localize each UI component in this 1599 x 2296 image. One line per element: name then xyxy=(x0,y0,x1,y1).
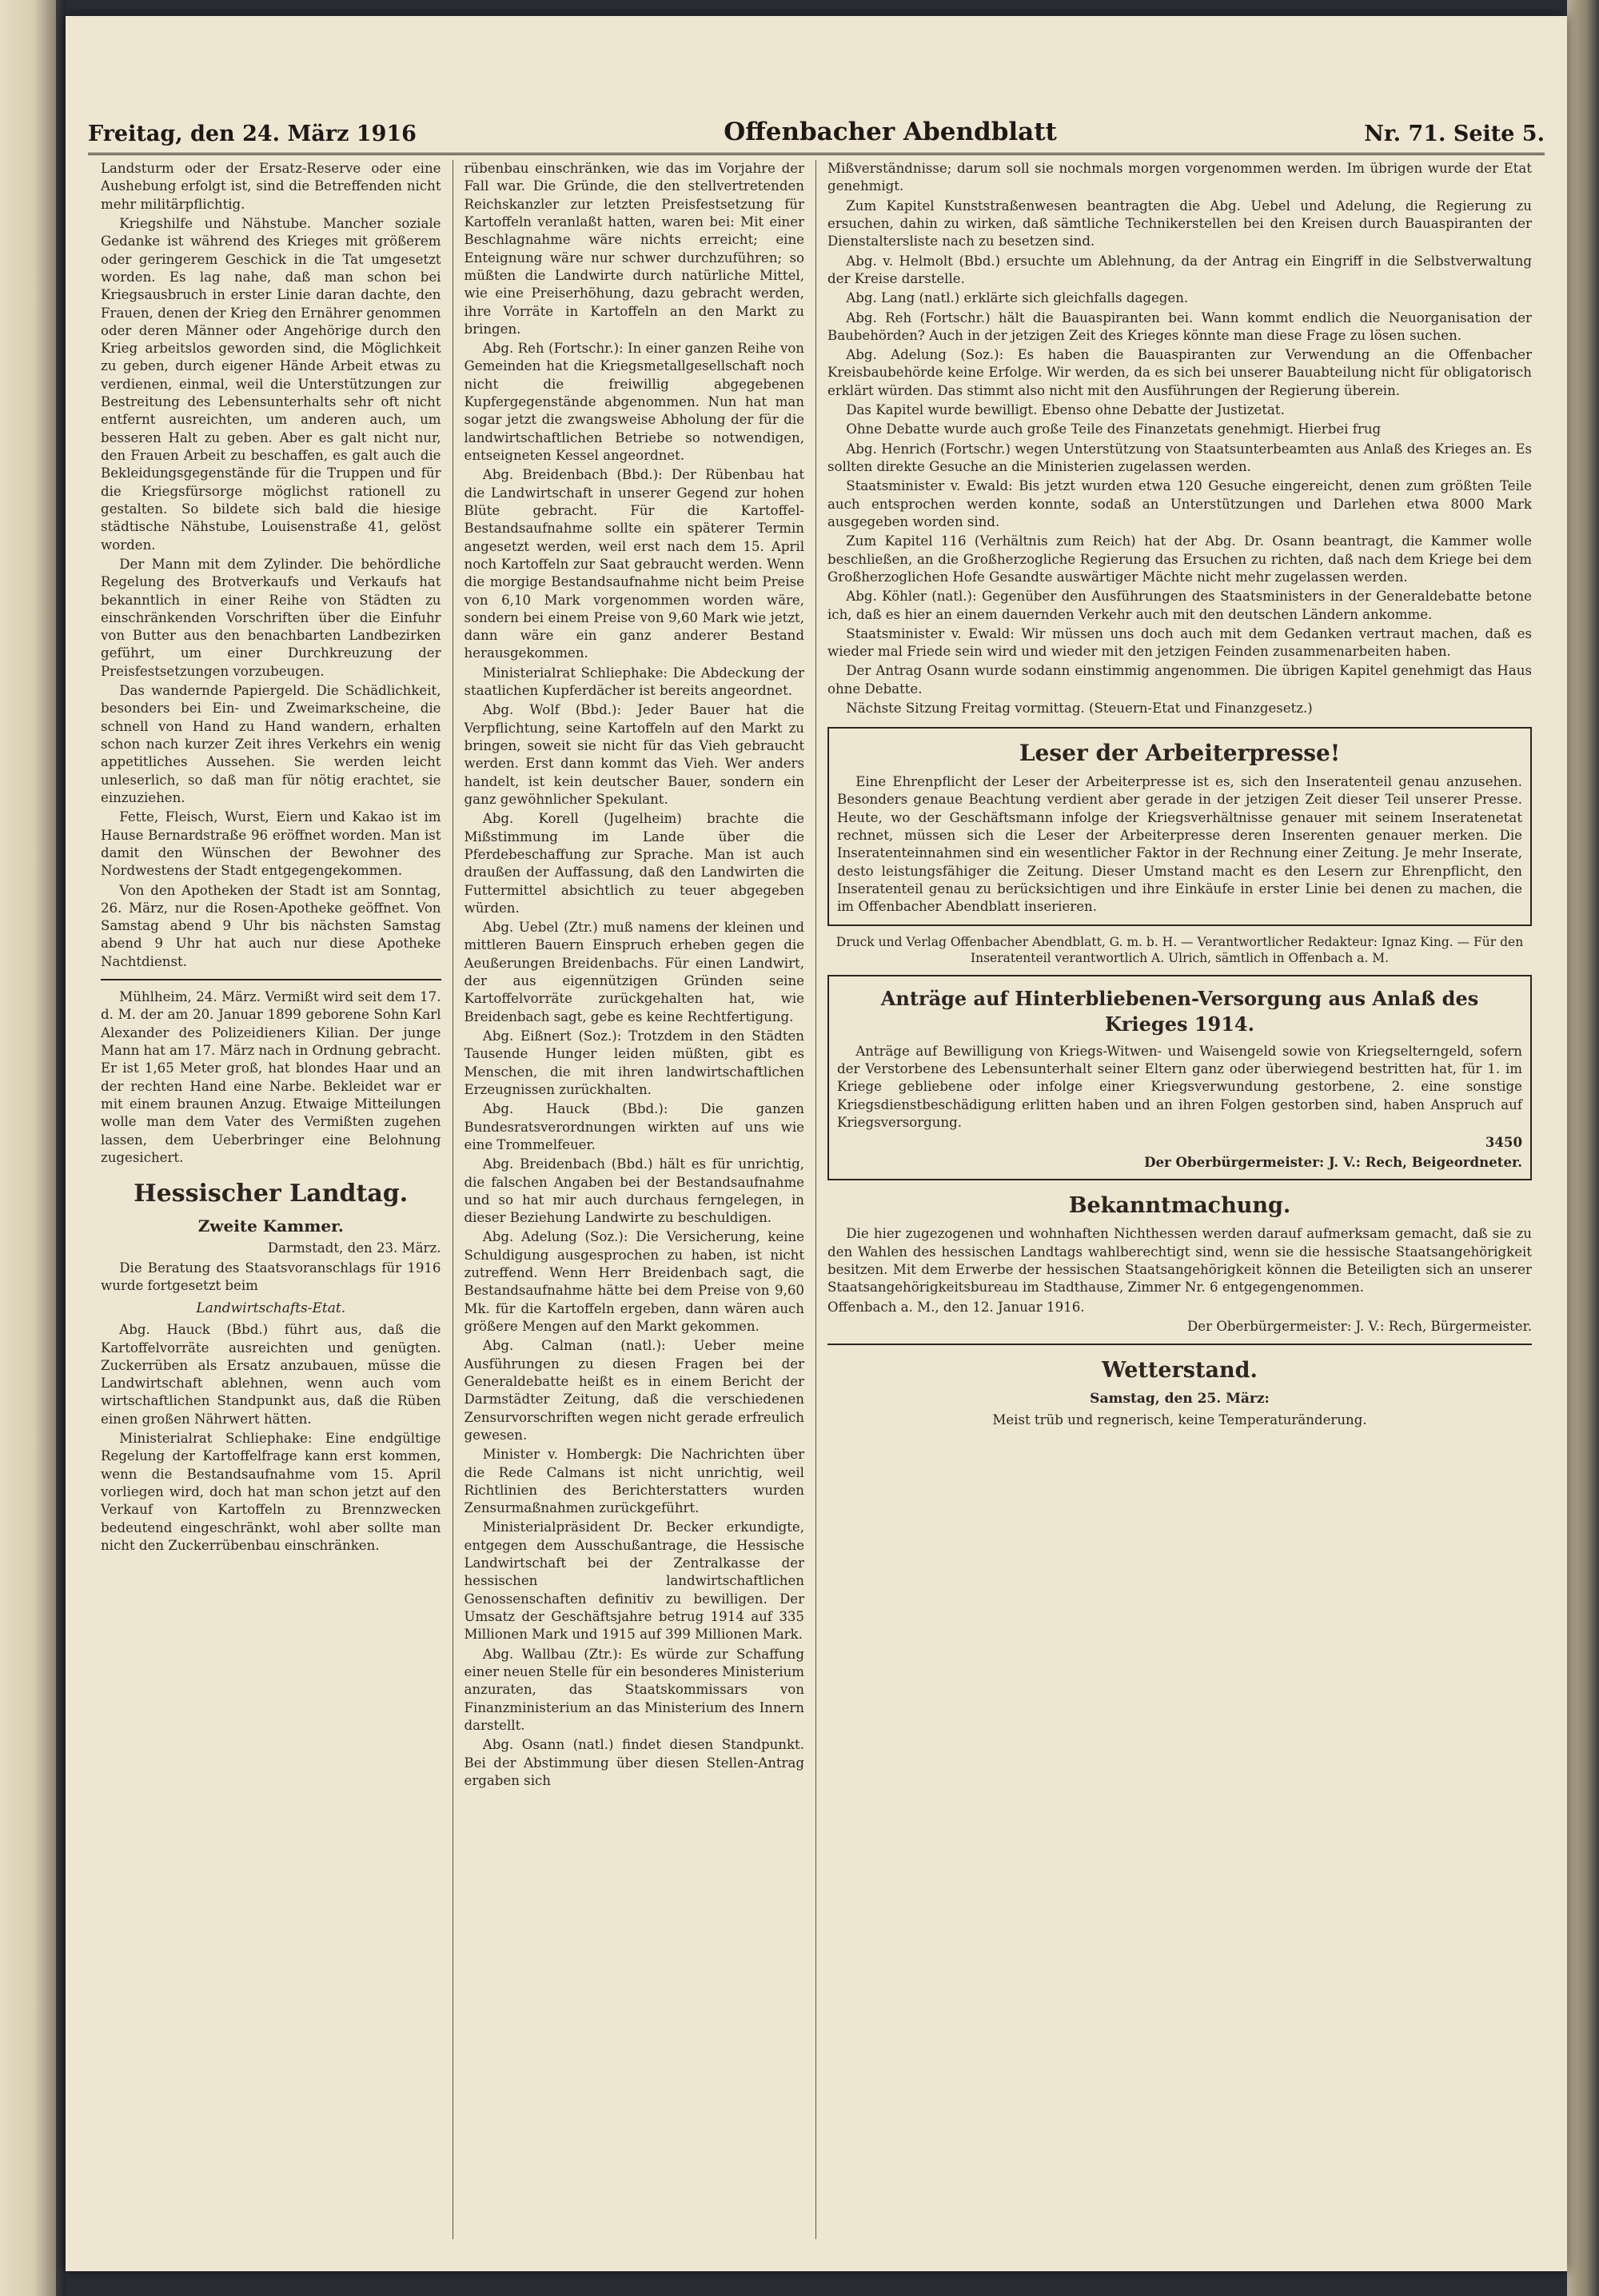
paragraph: Die Beratung des Staatsvoranschlags für 1916 wurde fortgesetzt beim xyxy=(101,1260,441,1294)
paragraph: Staatsminister v. Ewald: Wir müssen uns doch auch mit dem Gedanken vertraut machen, daß es wieder mal Friede sein wird und wieder mit den jetzigen Feinden zusammenarbeiten haben. xyxy=(827,625,1532,660)
divider xyxy=(101,979,441,980)
newspaper-page xyxy=(66,16,1567,2271)
notice-title: Leser der Arbeiterpresse! xyxy=(1019,740,1341,767)
masthead: Offenbacher Abendblatt xyxy=(724,118,1057,146)
paragraph: Abg. Lang (natl.) erklärte sich gleichfalls dagegen. xyxy=(846,290,1189,306)
paragraph: Abg. Adelung (Soz.): Die Versicherung, keine Schuldigung ausgesprochen zu haben, ist nicht zutreffend. Wenn Herr Breidenbach sagt, die Bestandsaufnahme hätte bei dem Preise von 9,60 Mk. für die Kartoffeln ergeben, dann wären auch größere Mengen auf den Markt gekommen. xyxy=(464,1229,804,1334)
page-stack-edge xyxy=(1567,0,1599,2296)
page-header xyxy=(88,100,1545,155)
paragraph: Mißverständnisse; darum soll sie nochmals morgen vorgenommen werden. Im übrigen wurde der Etat genehmigt. xyxy=(827,161,1532,194)
notice-text: Eine Ehrenpflicht der Leser der Arbeiterpresse ist es, sich den Inseratenteil genau anzusehen. Besonders genaue Beachtung verdient aber gerade in der jetzigen Zeit dieser Teil unserer Presse. Heute, wo der Geschäftsmann infolge der Kriegsverhältnisse genauer mit seinem Inseratenetat rechnet, müssen sich die Leser der Arbeiterpresse deren Inserenten genauer merken. Die Inseratenteinnahmen sind ein wesentlicher Faktor in der Rechnung einer Zeitung. Je mehr Inserate, desto leistungsfähiger die Zeitung. Dieser Umstand macht es den Lesern zur Ehrenpflicht, den Inseratenteil genau zu berücksichtigen und ihre Einkäufe in erster Linie bei denen zu machen, die im Offenbacher Abendblatt inserieren. xyxy=(837,774,1522,915)
column-3-body xyxy=(827,160,1532,719)
paragraph: Abg. v. Helmolt (Bbd.) ersuchte um Ablehnung, da der Antrag ein Eingriff in die Selbstverwaltung der Kreise darstelle. xyxy=(827,253,1532,286)
paragraph: Abg. Hauck (Bbd.) führt aus, daß die Kartoffelvorräte ausreichten und genügten. Zuckerrüben als Ersatz anzubauen, müsse die Landwirtschaft ablehnen, wenn auch vom wirtschaftlichen Standpunkt aus, daß die Rüben einen großen Nährwert hätten. xyxy=(101,1322,441,1427)
notice-box-pensions xyxy=(827,975,1532,1180)
paragraph: Ministerialrat Schliephake: Die Abdeckung der staatlichen Kupferdächer ist bereits angeordnet. xyxy=(464,665,804,699)
paragraph: Abg. Osann (natl.) findet diesen Standpunkt. Bei der Abstimmung über diesen Stellen-Antrag ergaben sich xyxy=(464,1737,804,1788)
paragraph: Das Kapitel wurde bewilligt. Ebenso ohne Debatte der Justizetat. xyxy=(846,402,1285,418)
imprint: Druck und Verlag Offenbacher Abendblatt, G. m. b. H. — Verantwortlicher Redakteur: Ignaz King. — Für den Inseratenteil verantwortlich A. Ulrich, sämtlich in Offenbach a. M. xyxy=(835,934,1524,966)
paragraph: Zum Kapitel Kunststraßenwesen beantragten die Abg. Uebel und Adelung, die Regierung zu ersuchen, dahin zu wirken, daß sämtliche Technikerstellen bei den Kreisen durch Bauaspiranten der Dienstaltersliste nach zu besetzen sind. xyxy=(827,198,1532,250)
paragraph: Kriegshilfe und Nähstube. Mancher soziale Gedanke ist während des Krieges mit größerem oder geringerem Geschick in die Tat umgesetzt worden. Es lag nahe, daß man schon bei Kriegsausbruch in erster Linie daran dachte, den Frauen, denen der Krieg den Ernährer genommen oder deren Männer oder Angehörige durch den Krieg arbeitslos geworden sind, die Möglichkeit zu geben, durch eigener Hände Arbeit etwas zu verdienen, einmal, weil die Unterstützungen zur Bestreitung des Lebensunterhalts sehr oft nicht entfernt ausreichten, um anderen auch, um besseren Halt zu geben. Aber es galt nicht nur, den Frauen Arbeit zu beschaffen, es galt auch die Bekleidungsgegenstände für die Truppen und für die Kriegsfürsorge möglichst rationell zu gestalten. So bildete sich bald die hiesige städtische Nähstube, Louisenstraße 41, gelöst worden. xyxy=(101,215,441,553)
binder-strip xyxy=(56,0,66,2296)
announcement-date: Offenbach a. M., den 12. Januar 1916. xyxy=(827,1299,1085,1315)
paragraph: Minister v. Hombergk: Die Nachrichten über die Rede Calmans ist nicht unrichtig, weil Richtlinien des Berichterstatters wurden Zensurmaßnahmen zurückgeführt. xyxy=(464,1447,804,1516)
paragraph: Das wandernde Papiergeld. Die Schädlichkeit, besonders bei Ein- und Zweimarkscheine, die schnell von Hand zu Hand wandern, erhalten schon nach kurzer Zeit ihres Verkehrs ein wenig appetitliches Aussehen. Sie werden leicht unleserlich, so daß man für nötig erachtet, sie einzuziehen. xyxy=(101,683,441,805)
ad-number: 3450 xyxy=(1485,1134,1522,1151)
paragraph: Abg. Hauck (Bbd.): Die ganzen Bundesratsverordnungen wirkten auf uns wie eine Trommelfeuer. xyxy=(464,1101,804,1152)
notice-text: Anträge auf Bewilligung von Kriegs-Witwen- und Waisengeld sowie von Kriegselterngeld, sofern der Verstorbene des Lebensunterhalt seiner Eltern ganz oder überwiegend bestritten hat, für 1. im Kriege gebliebene oder infolge einer Kriegsverwundung gestorbene, 2. eine sonstige Kriegsdienstbeschädigung erlitten haben und an ihren Folgen gestorben sind, haben Anspruch auf Kriegsversorgung. xyxy=(837,1043,1522,1130)
issue-date: Freitag, den 24. März 1916 xyxy=(88,122,417,146)
weather-title: Wetterstand. xyxy=(1102,1358,1258,1384)
paragraph: Fette, Fleisch, Wurst, Eiern und Kakao ist im Hause Bernardstraße 96 eröffnet worden. Man ist damit den Wünschen der Bewohner des Nordwestens der Stadt entgegengekommen. xyxy=(101,809,441,879)
paragraph: Zum Kapitel 116 (Verhältnis zum Reich) hat der Abg. Dr. Osann beantragt, die Kammer wolle beschließen, an die Großherzogliche Regierung das Ersuchen zu richten, daß nach dem Kriege bei dem Großherzoglichen Hofe Gesandte auswärtiger Mächte nicht mehr zugelassen werden. xyxy=(827,533,1532,585)
issue-number: Nr. 71. Seite 5. xyxy=(1364,122,1545,146)
paragraph: Landsturm oder der Ersatz-Reserve oder eine Aushebung erfolgt ist, sind die Betreffenden nicht mehr militärpflichtig. xyxy=(101,161,441,212)
paragraph: Abg. Köhler (natl.): Gegenüber den Ausführungen des Staatsministers in der Generaldebatte betone ich, daß es hier an einem dauernden Verkehr auch mit den deutschen Ländern ankomme. xyxy=(827,589,1532,622)
column-3 xyxy=(816,160,1543,2239)
paragraph: Ministerialrat Schliephake: Eine endgültige Regelung der Kartoffelfrage kann erst kommen, wenn die Bestandsaufnahme vom 15. April vorliegen wird, doch hat man schon jetzt auf den Verkauf von Kartoffeln zu Brennzwecken bedeutend eingeschränkt, wohl aber sollte man nicht den Zuckerrübenbau einschränken. xyxy=(101,1431,441,1553)
paragraph: Abg. Breidenbach (Bbd.): Der Rübenbau hat die Landwirtschaft in unserer Gegend zur hohen Blüte gebracht. Für die Kartoffel-Bestandsaufnahme sollte ein späterer Termin angesetzt werden, weil erst nach dem 15. April noch Kartoffeln zur Saat gebraucht werden. Wenn die morgige Bestandsaufnahme nicht beim Preise von 6,10 Mark vorgenommen worden wäre, sondern bei einem Preise von 9,60 Mark wie jetzt, dann wäre ein ganz anderer Bestand herausgekommen. xyxy=(464,467,804,661)
paragraph: Abg. Wallbau (Ztr.): Es würde zur Schaffung einer neuen Stelle für ein besonderes Ministerium anzuraten, das Staatskommissars von Finanzministerium an das Ministerium des Innern darstellt. xyxy=(464,1646,804,1733)
paragraph: rübenbau einschränken, wie das im Vorjahre der Fall war. Die Gründe, die den stellvertretenden Reichskanzler zur letzten Preisfestsetzung für Kartoffeln veranlaßt hatten, waren bei: Mit einer Beschlagnahme wäre nichts erreicht; eine Enteignung wäre nur schwer durchzuführen; so müßten die Landwirte durch natürliche Mittel, wie eine Preiserhöhung, dazu gebracht werden, ihre Vorräte in Kartoffeln an den Markt zu bringen. xyxy=(464,161,804,337)
paragraph: Von den Apotheken der Stadt ist am Sonntag, 26. März, nur die Rosen-Apotheke geöffnet. Von Samstag abend 9 Uhr bis nächsten Samstag abend 9 Uhr hat auch nur diese Apotheke Nachtdienst. xyxy=(101,882,441,969)
paragraph: Abg. Reh (Fortschr.): In einer ganzen Reihe von Gemeinden hat die Kriegsmetallgesellschaft noch nicht die freiwillig abgegebenen Kupfergegenstände abgenommen. Nun hat man sogar jetzt die zwangsweise Abholung der für die landwirtschaftlichen Betriebe so notwendigen, entseigneten Kessel angeordnet. xyxy=(464,341,804,463)
paragraph: Abg. Wolf (Bbd.): Jeder Bauer hat die Verpflichtung, seine Kartoffeln auf den Markt zu bringen, soweit sie nicht für das Vieh gebraucht werden. Erst dann kommt das Vieh. Wer anders handelt, ist kein deutscher Bauer, sondern ein ganz gewöhnlicher Spekulant. xyxy=(464,702,804,807)
weather-date: Samstag, den 25. März: xyxy=(1090,1391,1270,1408)
section-heading: Hessischer Landtag. xyxy=(134,1180,409,1208)
paragraph: Abg. Korell (Jugelheim) brachte die Mißstimmung im Lande über die Pferdebeschaffung zur Sprache. Man ist auch draußen der Auffassung, daß den Landwirten die Futtermittel absichtlich zu teuer abgegeben würden. xyxy=(464,811,804,916)
paragraph: Ohne Debatte wurde auch große Teile des Finanzetats genehmigt. Hierbei frug xyxy=(846,421,1382,437)
divider xyxy=(827,1344,1532,1345)
column-2 xyxy=(453,160,817,2239)
paragraph: Staatsminister v. Ewald: Bis jetzt wurden etwa 120 Gesuche eingereicht, denen zum größten Teile auch entsprochen werden konnte, sodaß an Unterstützungen und Darlehen etwa 8000 Mark ausgegeben worden sind. xyxy=(827,478,1532,529)
paragraph: Abg. Reh (Fortschr.) hält die Bauaspiranten bei. Wann kommt endlich die Neuorganisation der Baubehörden? Auch in der jetzigen Zeit des Krieges könnte man diese Frage zu lösen suchen. xyxy=(827,309,1532,343)
dateline: Darmstadt, den 23. März. xyxy=(267,1240,441,1256)
paragraph: Abg. Uebel (Ztr.) muß namens der kleinen und mittleren Bauern Einspruch erheben gegen die Aeußerungen Breidenbachs. Für einen Landwirt, der aus eigennützigen Gründen seine Kartoffelvorräte zurückgehalten hat, wie Breidenbach sagt, gebe es keine Rechtfertigung. xyxy=(464,920,804,1024)
paragraph: Mühlheim, 24. März. Vermißt wird seit dem 17. d. M. der am 20. Januar 1899 geborene Sohn Karl Alexander des Polizeidieners Kilian. Der junge Mann hat am 17. März nach in Ordnung gebracht. Er ist 1,65 Meter groß, hat blondes Haar und an der rechten Hand eine Narbe. Bekleidet war er mit einem braunen Anzug. Etwaige Mitteilungen wolle man dem Vater des Vermißten zugehen lassen, dem Ueberbringer eine Belohnung zugesichert. xyxy=(101,989,441,1165)
paragraph: Abg. Eißnert (Soz.): Trotzdem in den Städten Tausende Hunger leiden müßten, gibt es Menschen, die mit ihren landwirtschaftlichen Erzeugnissen zurückhalten. xyxy=(464,1028,804,1097)
paragraph: Abg. Adelung (Soz.): Es haben die Bauaspiranten zur Verwendung an die Offenbacher Kreisbaubehörde keine Erfolge. Wir werden, da es sich bei unserer Bauabteilung nicht für obligatorisch erklärt würden. Das stimmt also nicht mit den Ausführungen der Regierung überein. xyxy=(827,347,1532,398)
subsection-heading: Landwirtschafts-Etat. xyxy=(196,1300,346,1317)
paragraph: Nächste Sitzung Freitag vormittag. (Steuern-Etat und Finanzgesetz.) xyxy=(846,701,1313,717)
announcement-title: Bekanntmachung. xyxy=(1068,1192,1291,1218)
column-1 xyxy=(90,160,453,2239)
binder-edge xyxy=(0,0,56,2296)
paragraph: Abg. Calman (natl.): Ueber meine Ausführungen zu diesen Fragen bei der Generaldebatte heißt es in einem Bericht der Darmstädter Zeitung, daß die verschiedenen Zensurvorschriften wegen nicht gerade erfreulich gewesen. xyxy=(464,1338,804,1443)
paragraph: Abg. Breidenbach (Bbd.) hält es für unrichtig, die falschen Angaben bei der Bestandsaufnahme und so hat mir auch durchaus ferngelegen, in dieser Beziehung Landwirte zu beschuldigen. xyxy=(464,1156,804,1226)
notice-signature: Der Oberbürgermeister: J. V.: Rech, Beigeordneter. xyxy=(1144,1153,1522,1170)
paragraph: Ministerialpräsident Dr. Becker erkundigte, entgegen dem Ausschußantrage, die Hessische Landwirtschaft bei der Zentralkasse der hessischen landwirtschaftlichen Genossenschaften definitiv zu bewilligen. Der Umsatz der Geschäftsjahre betrug 1914 auf 335 Millionen Mark und 1915 auf 399 Millionen Mark. xyxy=(464,1519,804,1643)
weather-text: Meist trüb und regnerisch, keine Temperaturänderung. xyxy=(992,1412,1367,1428)
notice-title: Anträge auf Hinterbliebenen-Versorgung aus Anlaß des Krieges 1914. xyxy=(880,987,1479,1036)
announcement-signature: Der Oberbürgermeister: J. V.: Rech, Bürgermeister. xyxy=(1186,1318,1532,1334)
article-columns xyxy=(90,160,1543,2239)
section-subheading: Zweite Kammer. xyxy=(197,1216,344,1236)
announcement-text: Die hier zugezogenen und wohnhaften Nichthessen werden darauf aufmerksam gemacht, daß sie zu den Wahlen des hessischen Landtags wahlberechtigt sind, wenn sie die hessische Staatsangehörigkeit besitzen. Mit dem Erwerbe der hessischen Staatsangehörigkeit können die Beteiligten sich an unserer Staatsangehörigkeitsbureau im Stadthause, Zimmer Nr. 6 entgegengenommen. xyxy=(827,1226,1532,1296)
paragraph: Abg. Henrich (Fortschr.) wegen Unterstützung von Staatsunterbeamten aus Anlaß des Krieges an. Es sollten direkte Gesuche an die Ministerien zugelassen werden. xyxy=(827,441,1532,474)
paragraph: Der Antrag Osann wurde sodann einstimmig angenommen. Die übrigen Kapitel genehmigt das Haus ohne Debatte. xyxy=(827,663,1532,697)
paragraph: Der Mann mit dem Zylinder. Die behördliche Regelung des Brotverkaufs und Verkaufs hat bekanntlich in einer Reihe von Städten zu einschränkenden Vorschriften über die Einfuhr von Butter aus den benachbarten Landbezirken geführt, um einer Durchkreuzung der Preisfestsetzungen vorzubeugen. xyxy=(101,556,441,679)
notice-box-readers xyxy=(827,727,1532,925)
